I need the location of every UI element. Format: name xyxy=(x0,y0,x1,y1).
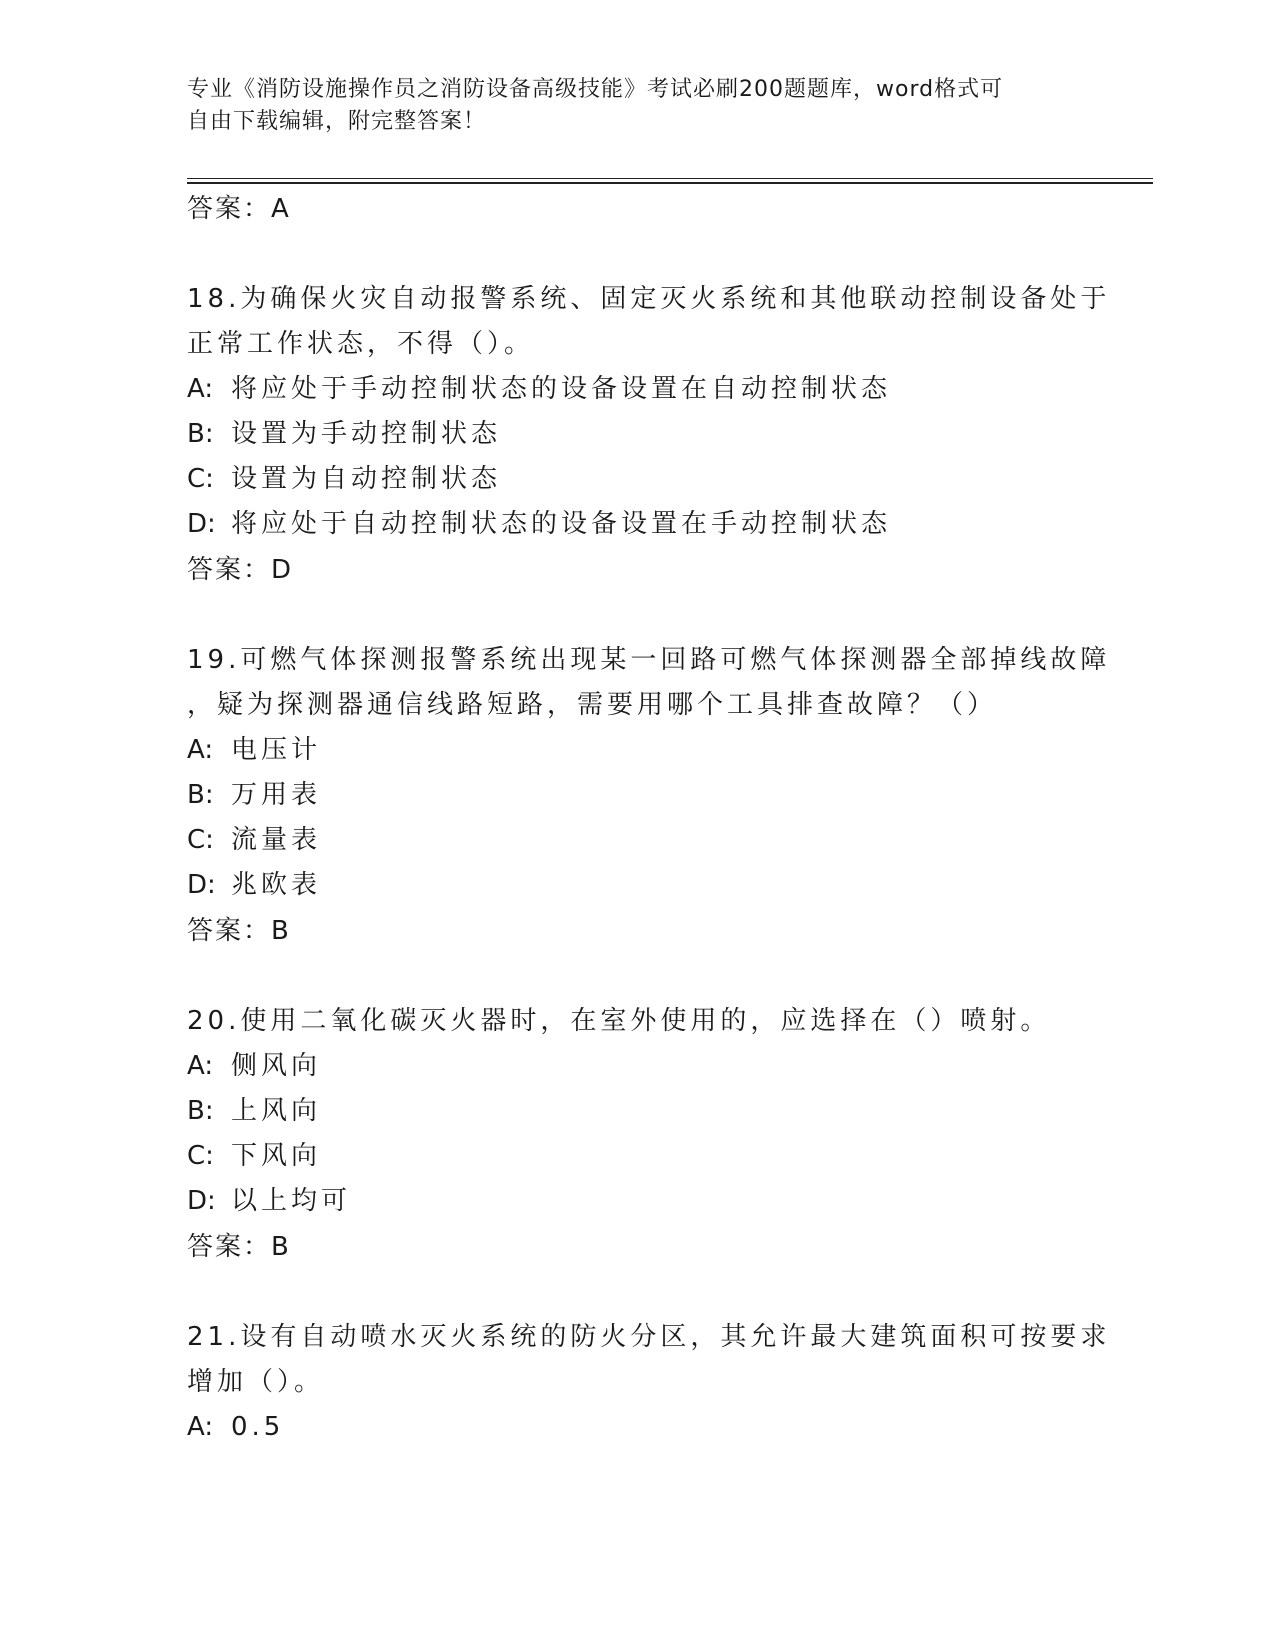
option-letter: C: xyxy=(187,825,214,855)
option-letter: A: xyxy=(187,735,214,765)
spacer xyxy=(187,954,1087,999)
option-letter: D: xyxy=(187,509,216,539)
option-a xyxy=(187,728,1087,773)
option-letter: B: xyxy=(187,419,214,449)
spacer xyxy=(187,232,1087,277)
option-letter: A: xyxy=(187,1051,214,1081)
option-letter: A: xyxy=(187,1412,214,1442)
option-text: 电压计 xyxy=(231,735,322,765)
option-d xyxy=(187,863,1087,908)
header-line-2: 自由下载编辑，附完整答案！ xyxy=(187,109,487,134)
option-c xyxy=(187,457,1087,502)
option-text: 将应处于自动控制状态的设备设置在手动控制状态 xyxy=(231,509,892,539)
option-letter: B: xyxy=(187,780,214,810)
option-c xyxy=(187,818,1087,863)
option-text: 上风向 xyxy=(231,1096,322,1126)
option-text: 流量表 xyxy=(231,825,322,855)
question-stem-line: 18.为确保火灾自动报警系统、固定灭火系统和其他联动控制设备处于 xyxy=(187,284,1111,314)
option-text: 下风向 xyxy=(231,1141,322,1171)
option-letter: B: xyxy=(187,1096,214,1126)
option-text: 以上均可 xyxy=(231,1186,352,1216)
option-a xyxy=(187,1044,1087,1089)
option-b xyxy=(187,773,1087,818)
header-divider-thin xyxy=(187,178,1153,179)
option-text: 将应处于手动控制状态的设备设置在自动控制状态 xyxy=(231,374,892,404)
previous-answer: 答案：A xyxy=(187,194,291,224)
page-header xyxy=(187,74,1087,138)
spacer xyxy=(187,1270,1087,1315)
option-letter: A: xyxy=(187,374,214,404)
header-divider-thick xyxy=(187,182,1153,184)
question-21 xyxy=(187,1315,1111,1450)
answer-line: 答案：B xyxy=(187,916,291,946)
option-letter: C: xyxy=(187,464,214,494)
spacer xyxy=(187,593,1087,638)
question-19 xyxy=(187,638,1111,954)
question-20 xyxy=(187,999,1087,1270)
question-stem-line: 20.使用二氧化碳灭火器时，在室外使用的，应选择在（）喷射。 xyxy=(187,1006,1051,1036)
option-text: 兆欧表 xyxy=(231,870,322,900)
option-text: 设置为自动控制状态 xyxy=(231,464,502,494)
question-stem-line: 正常工作状态，不得（）。 xyxy=(187,329,535,359)
option-text: 万用表 xyxy=(231,780,322,810)
option-d xyxy=(187,502,1087,547)
question-18 xyxy=(187,277,1111,593)
question-stem-line: 增加（）。 xyxy=(187,1367,325,1397)
option-letter: D: xyxy=(187,1186,216,1216)
option-a xyxy=(187,367,1087,412)
question-list xyxy=(187,186,1111,1450)
option-letter: D: xyxy=(187,870,216,900)
header-line-1: 专业《消防设施操作员之消防设备高级技能》考试必刷200题题库，word格式可 xyxy=(187,77,1004,102)
option-b xyxy=(187,412,1087,457)
option-letter: C: xyxy=(187,1141,214,1171)
answer-line: 答案：B xyxy=(187,1232,291,1262)
question-stem-line: 21.设有自动喷水灭火系统的防火分区，其允许最大建筑面积可按要求 xyxy=(187,1322,1111,1352)
option-a xyxy=(187,1405,1087,1450)
option-d xyxy=(187,1179,1087,1224)
option-text: 0.5 xyxy=(231,1412,285,1442)
question-stem-line: 19.可燃气体探测报警系统出现某一回路可燃气体探测器全部掉线故障 xyxy=(187,645,1111,675)
option-b xyxy=(187,1089,1087,1134)
option-text: 侧风向 xyxy=(231,1051,322,1081)
option-c xyxy=(187,1134,1087,1179)
option-text: 设置为手动控制状态 xyxy=(231,419,502,449)
question-stem-line: ，疑为探测器通信线路短路，需要用哪个工具排查故障？（） xyxy=(187,690,998,720)
answer-line: 答案：D xyxy=(187,555,294,585)
